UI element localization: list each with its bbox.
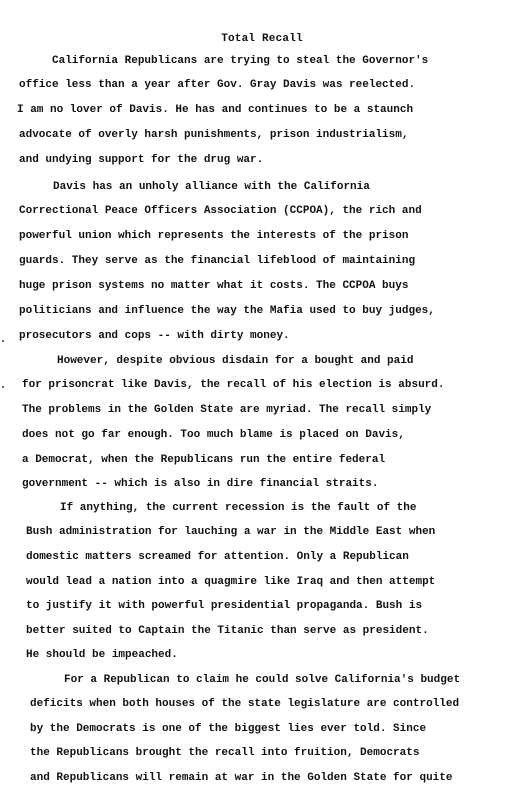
- paragraph-1-line-4: advocate of overly harsh punishments, prison industrialism,: [19, 129, 409, 141]
- paragraph-1-line-5: and undying support for the drug war.: [19, 154, 264, 166]
- paragraph-2-line-5: huge prison systems no matter what it costs. The CCPOA buys: [19, 280, 409, 292]
- paragraph-3-line-5: a Democrat, when the Republicans run the entire federal: [22, 454, 386, 466]
- scan-speck: [2, 340, 4, 342]
- paragraph-1-line-2: office less than a year after Gov. Gray Davis was reelected.: [19, 79, 416, 91]
- paragraph-4-line-3: domestic matters screamed for attention. Only a Republican: [26, 551, 409, 563]
- paragraph-3-line-1: However, despite obvious disdain for a bought and paid: [57, 355, 414, 367]
- paragraph-2-line-4: guards. They serve as the financial lifeblood of maintaining: [19, 255, 416, 267]
- paragraph-2-line-2: Correctional Peace Officers Association (CCPOA), the rich and: [19, 205, 422, 217]
- paragraph-4-line-4: would lead a nation into a quagmire like Iraq and then attempt: [26, 576, 436, 588]
- paragraph-4-line-7: He should be impeached.: [26, 649, 178, 661]
- paragraph-1-line-1: California Republicans are trying to steal the Governor's: [52, 55, 429, 67]
- paragraph-3-line-3: The problems in the Golden State are myriad. The recall simply: [22, 404, 432, 416]
- paragraph-5-line-1: For a Republican to claim he could solve California's budget: [64, 674, 461, 686]
- paragraph-5-line-3: by the Democrats is one of the biggest lies ever told. Since: [30, 723, 427, 735]
- paragraph-4-line-1: If anything, the current recession is the fault of the: [60, 502, 417, 514]
- paragraph-2-line-3: powerful union which represents the interests of the prison: [19, 230, 409, 242]
- paragraph-1-line-3: I am no lover of Davis. He has and continues to be a staunch: [17, 104, 414, 116]
- paragraph-3-line-6: government -- which is also in dire financial straits.: [22, 478, 379, 490]
- paragraph-4-line-2: Bush administration for lauching a war in the Middle East when: [26, 526, 436, 538]
- paragraph-3-line-4: does not go far enough. Too much blame is placed on Davis,: [22, 429, 405, 441]
- document-title: Total Recall: [221, 33, 303, 45]
- paragraph-3-line-2: for prisoncrat like Davis, the recall of his election is absurd.: [22, 379, 445, 391]
- paragraph-5-line-4: the Republicans brought the recall into fruition, Democrats: [30, 747, 420, 759]
- paragraph-4-line-5: to justify it with powerful presidential propaganda. Bush is: [26, 600, 423, 612]
- paragraph-2-line-6: politicians and influence the way the Mafia used to buy judges,: [19, 305, 435, 317]
- paragraph-5-line-2: deficits when both houses of the state legislature are controlled: [30, 698, 460, 710]
- scan-speck: [2, 386, 4, 388]
- paragraph-5-line-5: and Republicans will remain at war in the Golden State for quite: [30, 772, 453, 784]
- paragraph-2-line-1: Davis has an unholy alliance with the California: [53, 181, 370, 193]
- paragraph-4-line-6: better suited to Captain the Titanic than serve as president.: [26, 625, 429, 637]
- paragraph-2-line-7: prosecutors and cops -- with dirty money.: [19, 330, 290, 342]
